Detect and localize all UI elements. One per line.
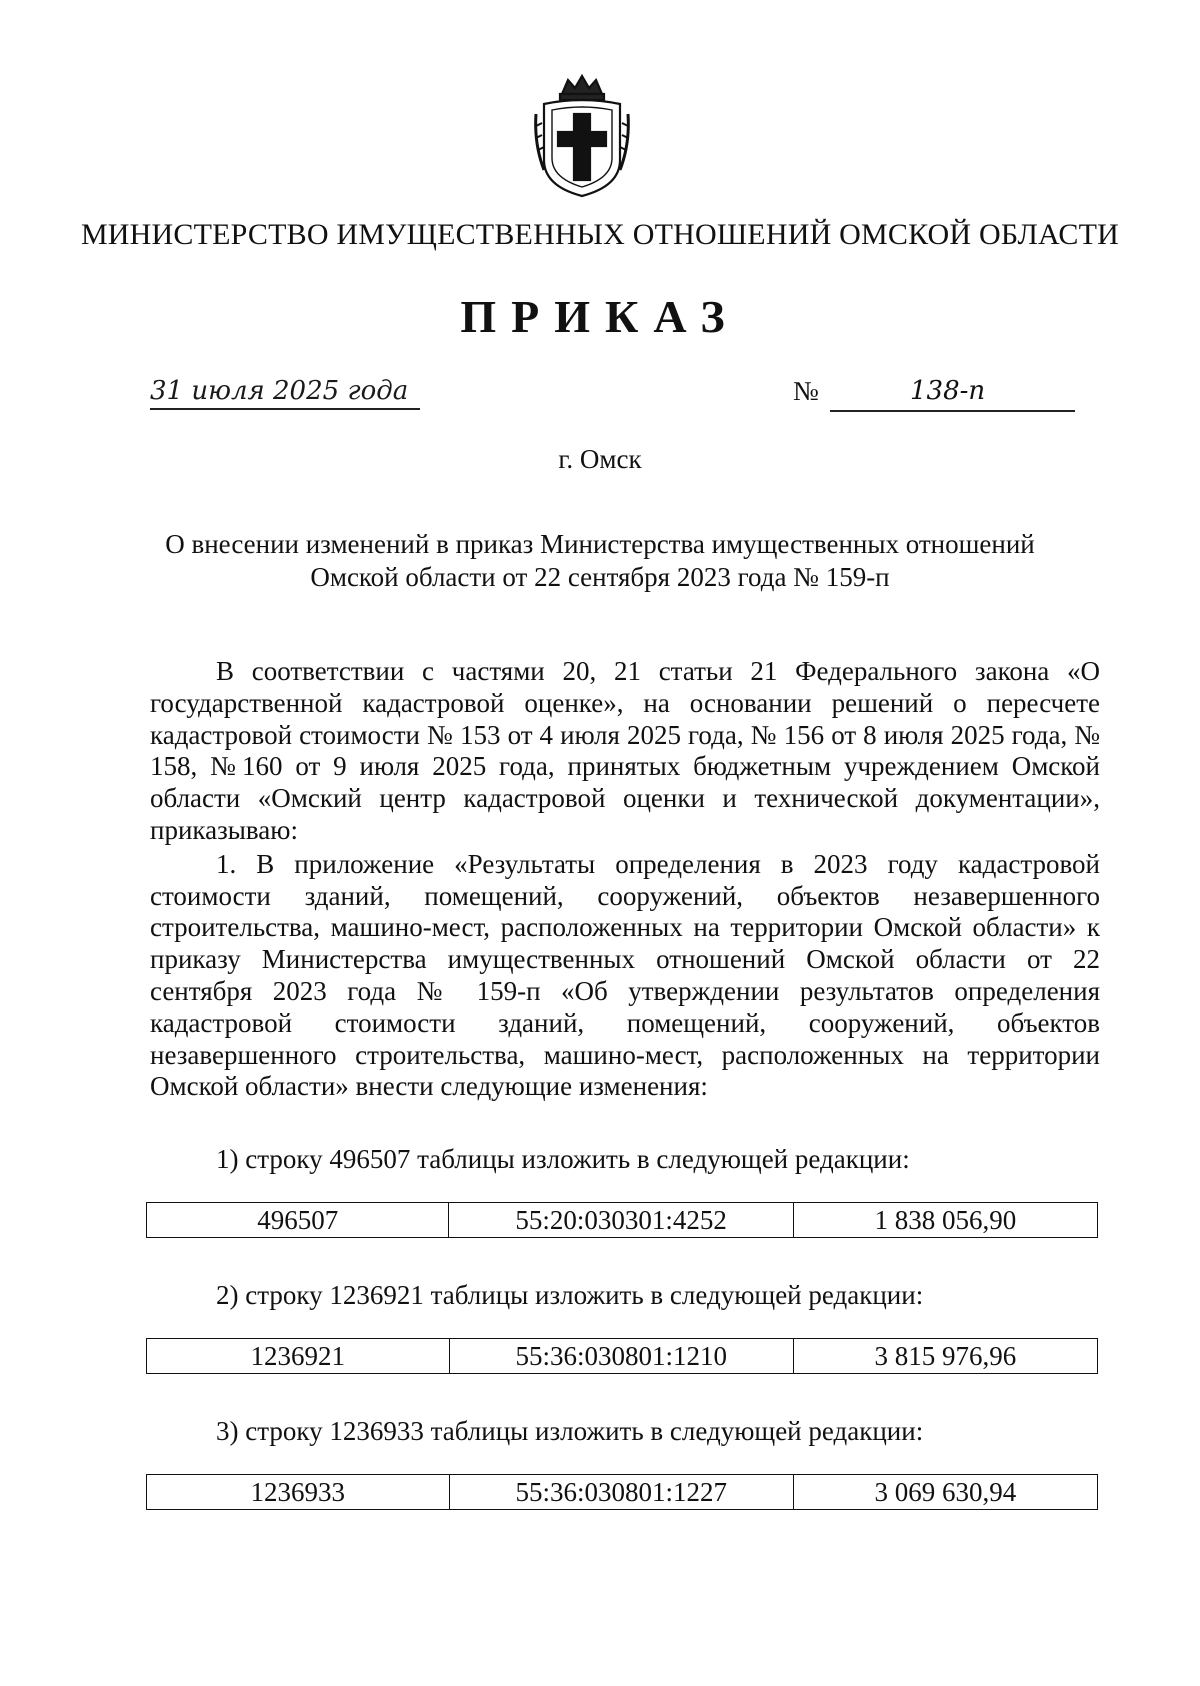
document-type-title: ПРИКАЗ [460,291,740,342]
order-subject [150,528,1050,594]
row-number-cell: 1236921 [147,1339,450,1374]
row-number-cell: 496507 [147,1203,449,1238]
subject-line-1: О внесении изменений в приказ Министерства имущественных отношений [165,529,1035,559]
change-3-caption: 3) строку 1236933 таблицы изложить в следующей редакции: [216,1416,924,1446]
cadastral-value-cell: 3 815 976,96 [793,1339,1097,1374]
cadastral-value-cell: 3 069 630,94 [793,1475,1097,1510]
coat-of-arms-emblem-icon [532,74,632,200]
change-2-table [146,1338,1098,1374]
table-row [147,1203,1098,1238]
cadastral-number-cell: 55:36:030801:1210 [449,1339,793,1374]
city: г. Омск [558,444,642,474]
number-label: № [793,376,819,406]
subject-line-2: Омской области от 22 сентября 2023 года № 159-п [310,562,890,592]
row-number-cell: 1236933 [147,1475,450,1510]
handwritten-number: 138-п [910,376,986,406]
handwritten-date: 31 июля 2025 года [150,376,420,410]
item-1-paragraph: 1. В приложение «Результаты определения в 2023 году кадастровой стоимости зданий, помещений, сооружений, объектов незавершенного строительства, машино-мест, расположенных на территории Омской области» к приказу Министерства имущественных отношений Омской области от 22 сентября 2023 года № 159-п «Об утверждении результатов определения кадастровой стоимости зданий, помещений, сооружений, объектов незавершенного строительства, машино-мест, расположенных на территории Омской области» внести следующие изменения: [150,848,1100,1102]
order-body [150,656,1100,1103]
table-row [147,1475,1098,1510]
cadastral-value-cell: 1 838 056,90 [793,1203,1097,1238]
change-1-table [146,1202,1098,1238]
preamble-paragraph: В соответствии с частями 20, 21 статьи 21 Федерального закона «О государственной кадастровой оценке», на основании решений о пересчете кадастровой стоимости № 153 от 4 июля 2025 года, № 156 от 8 июля 2025 года, № 158, №160 от 9 июля 2025 года, принятых бюджетным учреждением Омской области «Омский центр кадастровой оценки и технической документации», приказываю: [150,656,1100,845]
table-row [147,1339,1098,1374]
cadastral-number-cell: 55:36:030801:1227 [449,1475,793,1510]
change-3-table [146,1474,1098,1510]
change-2-caption: 2) строку 1236921 таблицы изложить в следующей редакции: [216,1280,924,1310]
ministry-name: МИНИСТЕРСТВО ИМУЩЕСТВЕННЫХ ОТНОШЕНИЙ ОМСКОЙ ОБЛАСТИ [80,218,1120,251]
cadastral-number-cell: 55:20:030301:4252 [449,1203,793,1238]
change-1-caption: 1) строку 496507 таблицы изложить в следующей редакции: [216,1144,910,1174]
